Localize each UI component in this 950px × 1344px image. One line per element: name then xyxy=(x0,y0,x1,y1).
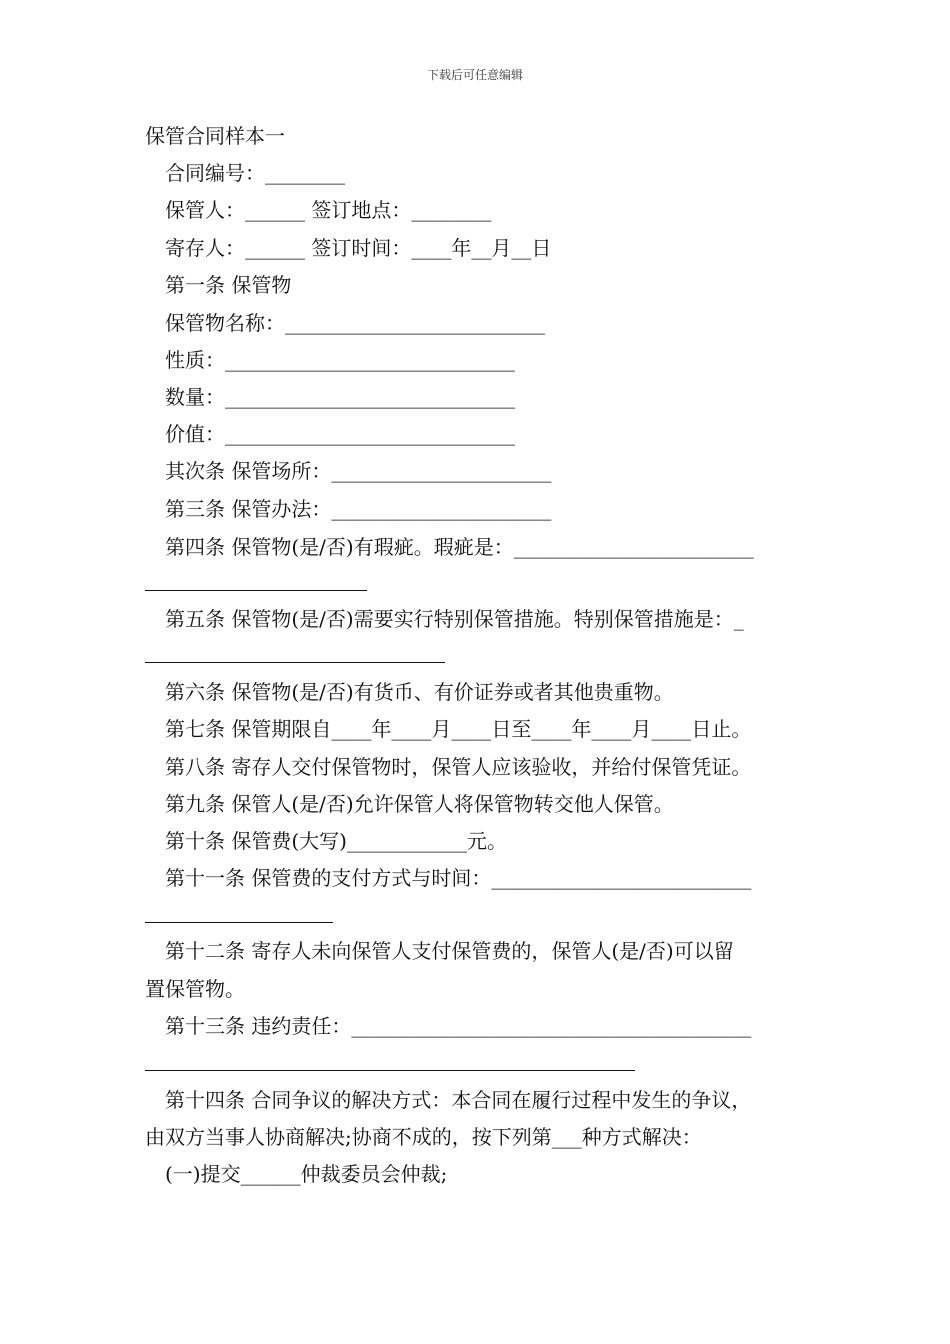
article-8-line: 第八条 寄存人交付保管物时，保管人应该验收，并给付保管凭证。 xyxy=(165,755,752,779)
article-9-line: 第九条 保管人(是/否)允许保管人将保管物转交他人保管。 xyxy=(165,792,674,816)
article-1-heading: 第一条 保管物 xyxy=(165,273,292,297)
document-title: 保管合同样本一 xyxy=(145,124,285,148)
quantity-line: 数量：_____________________________ xyxy=(165,385,515,409)
article-12-line-2: 置保管物。 xyxy=(145,977,245,1001)
keeper-line: 保管人：______ 签订地点：________ xyxy=(165,198,492,222)
article-3-line: 第三条 保管办法：______________________ xyxy=(165,497,552,521)
article-5-line: 第五条 保管物(是/否)需要实行特别保管措施。特别保管措施是：_ xyxy=(165,607,744,631)
contract-number-line: 合同编号：________ xyxy=(165,161,345,185)
article-4-line: 第四条 保管物(是/否)有瑕疵。瑕疵是：________________________ xyxy=(165,535,754,559)
article-11-line: 第十一条 保管费的支付方式与时间：__________________________ xyxy=(165,866,752,890)
article-7-line: 第七条 保管期限自____年____月____日至____年____月____日止。 xyxy=(165,717,752,741)
value-line: 价值：_____________________________ xyxy=(165,422,515,446)
article-5-blank-continuation xyxy=(145,662,445,663)
article-2-line: 其次条 保管场所：______________________ xyxy=(165,459,552,483)
option-1-line: (一)提交______仲裁委员会仲裁; xyxy=(165,1162,448,1186)
nature-line: 性质：_____________________________ xyxy=(165,348,515,372)
article-4-blank-continuation xyxy=(145,590,367,591)
article-12-line-1: 第十二条 寄存人未向保管人支付保管费的，保管人(是/否)可以留 xyxy=(165,939,734,963)
article-10-line: 第十条 保管费(大写)____________元。 xyxy=(165,829,507,853)
article-14-line-1: 第十四条 合同争议的解决方式：本合同在履行过程中发生的争议， xyxy=(165,1088,752,1112)
depositor-line: 寄存人：______ 签订时间：____年__月__日 xyxy=(165,236,552,260)
article-14-line-2: 由双方当事人协商解决;协商不成的，按下列第___种方式解决： xyxy=(145,1125,702,1149)
item-name-line: 保管物名称：__________________________ xyxy=(165,311,545,335)
article-13-line: 第十三条 违约责任：________________________________________ xyxy=(165,1014,752,1038)
page-header: 下载后可任意编辑 xyxy=(426,68,523,82)
article-11-blank-continuation xyxy=(145,922,333,923)
article-6-line: 第六条 保管物(是/否)有货币、有价证券或者其他贵重物。 xyxy=(165,680,674,704)
article-13-blank-continuation xyxy=(145,1070,635,1071)
